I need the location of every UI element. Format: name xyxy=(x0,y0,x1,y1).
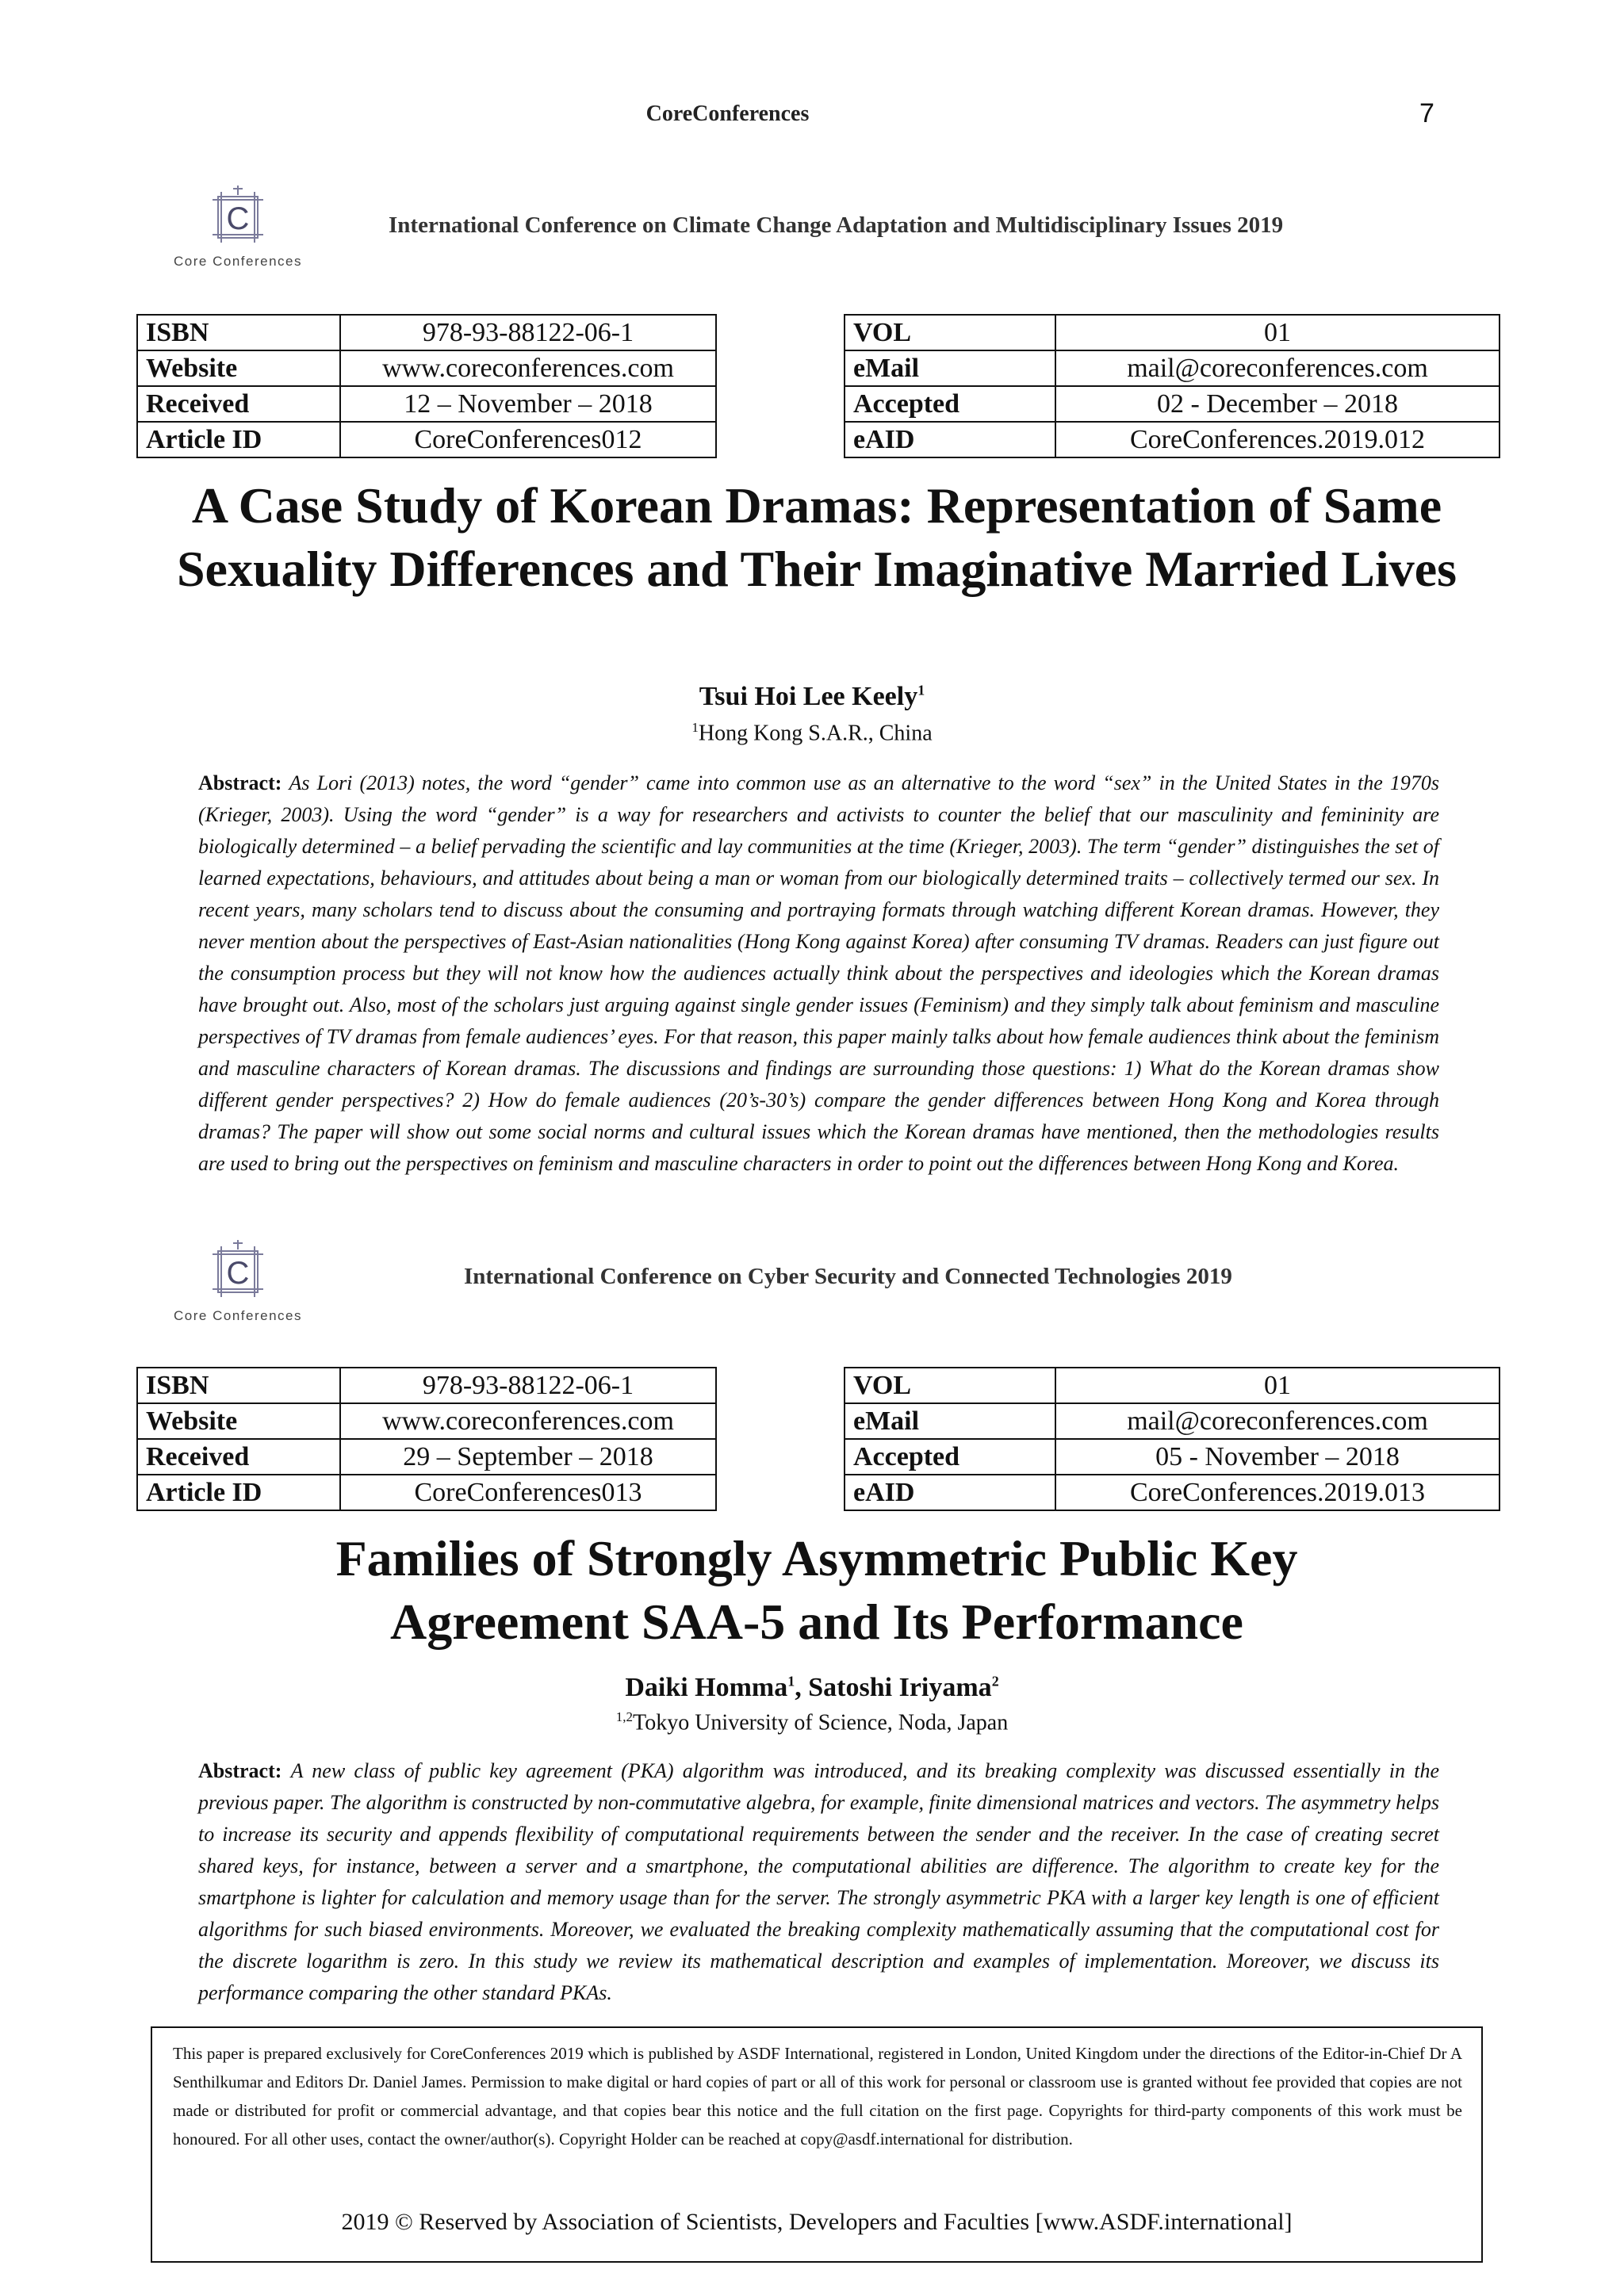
paper-2-meta-table-left xyxy=(136,1367,717,1511)
table-row: Received 12 – November – 2018 xyxy=(137,386,716,422)
paper-2-abstract: Abstract: A new class of public key agreement (PKA) algorithm was introduced, and its breaking complexity was discussed essentially in the previous paper. The algorithm is constructed by non-commutative algebra, for example, finite dimensional matrices and vectors. The asymmetry helps to increase its security and appends flexibility of computational requirements between the sender and the receiver. In the case of creating secret shared keys, for instance, between a server and a smartphone, the computational abilities are difference. The algorithm to create key for the smartphone is lighter for calculation and memory usage than for the server. The strongly asymmetric PKA with a larger key length is one of efficient algorithms for such biased environments. Moreover, we evaluated the breaking complexity mathematically assuming that the computational cost for the discrete logarithm is zero. In this study we review its mathematical description and examples of implementation. Moreover, we discuss its performance comparing the other standard PKAs. xyxy=(198,1759,1440,2004)
svg-text:C: C xyxy=(226,201,250,236)
paper-1-authors: Tsui Hoi Lee Keely$^1$ xyxy=(699,682,925,711)
paper-1-meta-table-right xyxy=(844,314,1500,458)
logo-mark-icon xyxy=(151,1237,325,1308)
table-row: ISBN 978-93-88122-06-1 xyxy=(137,1368,716,1403)
table-row: Accepted 05 - November – 2018 xyxy=(845,1439,1500,1475)
table-row: Received 29 – September – 2018 xyxy=(137,1439,716,1475)
paper-2-title: Families of Strongly Asymmetric Public Key Agreement SAA-5 and Its Performance xyxy=(335,1530,1298,1650)
table-row: Website www.coreconferences.com xyxy=(137,350,716,386)
table-row: Website www.coreconferences.com xyxy=(137,1403,716,1439)
copyright-line: 2019 © Reserved by Association of Scientists, Developers and Faculties [www.ASDF.international] xyxy=(341,2209,1293,2235)
table-row: Article ID CoreConferences012 xyxy=(137,422,716,457)
table-row: eMail mail@coreconferences.com xyxy=(845,350,1500,386)
conference-title: International Conference on Cyber Security and Connected Technologies 2019 xyxy=(464,1264,1232,1289)
table-row: ISBN 978-93-88122-06-1 xyxy=(137,315,716,350)
logo-mark-icon xyxy=(151,182,325,254)
logo-text: Core Conferences xyxy=(174,254,302,269)
table-row: eMail mail@coreconferences.com xyxy=(845,1403,1500,1439)
paper-2-affiliation: $^{1,2}$Tokyo University of Science, Noda, Japan xyxy=(615,1709,1009,1735)
logo-text: Core Conferences xyxy=(174,1308,302,1323)
table-row: eAID CoreConferences.2019.012 xyxy=(845,422,1500,457)
svg-text:C: C xyxy=(226,1256,250,1291)
table-row: Accepted 02 - December – 2018 xyxy=(845,386,1500,422)
paper-1-affiliation: $^1$Hong Kong S.A.R., China xyxy=(691,720,933,746)
paper-1-abstract: Abstract: As Lori (2013) notes, the word “gender” came into common use as an alternative to the word “sex” in the United States in the 1970s (Krieger, 2003). Using the word “gender” is a way for researchers and activists to counter the belief that our masculinity and femininity are biologically determined – a belief pervading the scientific and lay communities at the time (Krieger, 2003). The term “gender” distinguishes the set of learned expectations, behaviours, and attitudes about being a man or woman from our biologically determined traits – collectively termed our sex. In recent years, many scholars tend to discuss about the consuming and portraying formats through watching different Korean dramas. However, they never mention about the perspectives of East-Asian nationalities (Hong Kong against Korea) after consuming TV dramas. Readers can just figure out the consumption process but they will not know how the audiences actually think about the perspectives and ideologies which the Korean dramas have brought out. Also, most of the scholars just arguing against single gender issues (Feminism) and they simply talk about feminism and masculine perspectives of TV dramas from female audiences’ eyes. For that reason, this paper mainly talks about how female audiences think about the feminism and masculine characters of Korean dramas. The discussions and findings are surrounding those questions: 1) What do the Korean dramas show different gender perspectives? 2) How do female audiences (20’s-30’s) compare the gender differences between Hong Kong and Korea through dramas? The paper will show out some social norms and cultural issues which the Korean dramas have mentioned, then the methodologies results are used to bring out the perspectives on feminism and masculine characters in order to point out the differences between Hong Kong and Korea. xyxy=(198,771,1439,1175)
table-row: Article ID CoreConferences013 xyxy=(137,1475,716,1510)
copyright-footer-box xyxy=(151,2026,1483,2263)
core-conferences-logo xyxy=(151,1237,341,1324)
core-conferences-logo xyxy=(151,182,341,270)
running-header-title: CoreConferences xyxy=(645,101,810,126)
page-number: 7 xyxy=(1419,98,1434,128)
table-row: VOL 01 xyxy=(845,315,1500,350)
paper-1-title: A Case Study of Korean Dramas: Representation of Same Sexuality Differences and Their Imaginative Married Lives xyxy=(176,477,1457,597)
paper-2-authors: Daiki Homma$^1$, Satoshi Iriyama$^2$ xyxy=(625,1673,999,1702)
copyright-notice: This paper is prepared exclusively for CoreConferences 2019 which is published by ASDF International, registered in London, United Kingdom under the directions of the Editor-in-Chief Dr A Senthilkumar and Editors Dr. Daniel James. Permission to make digital or hard copies of part or all of this work for personal or classroom use is granted without fee provided that copies are not made or distributed for profit or commercial advantage, and that copies bear this notice and the full citation on the first page. Copyrights for third-party components of this work must be honoured. For all other uses, contact the owner/author(s). Copyright Holder can be reached at copy@asdf.international for distribution. xyxy=(173,2044,1462,2149)
table-row: eAID CoreConferences.2019.013 xyxy=(845,1475,1500,1510)
paper-2-meta-table-right xyxy=(844,1367,1500,1511)
paper-1-meta-table-left xyxy=(136,314,717,458)
conference-title: International Conference on Climate Change Adaptation and Multidisciplinary Issues 2019 xyxy=(389,212,1284,238)
table-row: VOL 01 xyxy=(845,1368,1500,1403)
